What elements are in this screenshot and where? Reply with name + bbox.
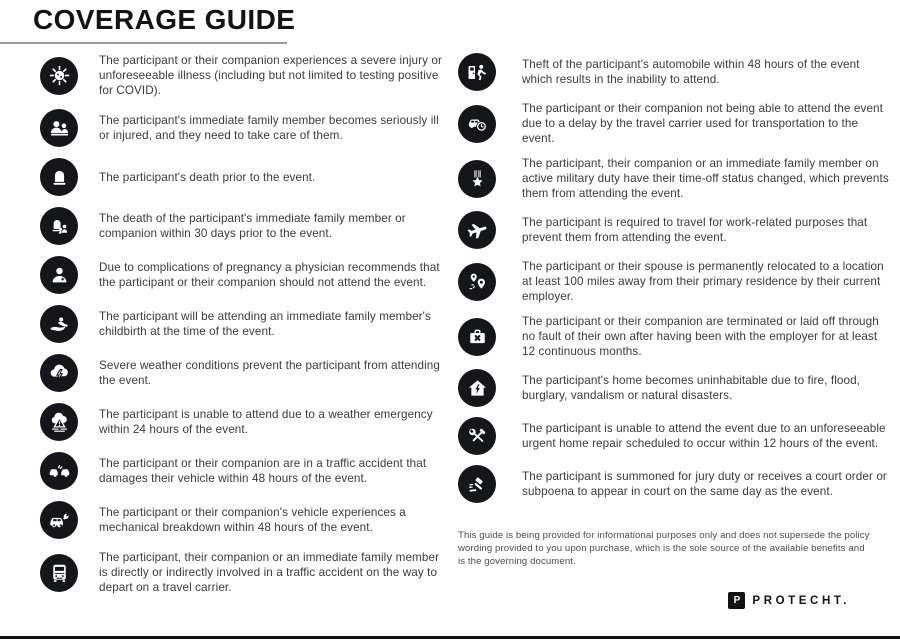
coverage-item	[40, 501, 442, 539]
coverage-item-text: The participant's home becomes uninhabitable due to fire, flood, burglary, vandalism or natural disasters.	[522, 374, 861, 402]
home-damage-icon	[458, 369, 496, 407]
coverage-item	[458, 156, 890, 201]
coverage-item-text: The participant is unable to attend due to a weather emergency within 24 hours of the event.	[99, 408, 433, 436]
coverage-item-text: Theft of the participant's automobile within 48 hours of the event which results in the inability to attend.	[522, 58, 860, 86]
disclaimer-text: This guide is being provided for informational purposes only and does not supersede the policy wording provided to you upon purchase, which is the sole source of the available benefits and is the governing document.	[458, 530, 870, 567]
relocation-icon	[458, 263, 496, 301]
coverage-item-text: The participant is summoned for jury duty or receives a court order or subpoena to appear in court on the same day as the event.	[522, 470, 887, 498]
coverage-item	[458, 259, 890, 304]
coverage-item	[40, 403, 442, 441]
coverage-item-text: The participant is required to travel for work-related purposes that prevent them from attending the event.	[522, 216, 868, 244]
coverage-item-text: The participant's death prior to the event.	[99, 170, 316, 184]
protecht-logo	[458, 592, 850, 609]
coverage-item	[458, 369, 890, 407]
coverage-item	[458, 314, 890, 359]
coverage-item-text: The participant or their companion are in a traffic accident that damages their vehicle within 48 hours of the event.	[99, 457, 427, 485]
protecht-logo-mark-icon: P	[728, 592, 745, 609]
coverage-item-text: The participant is unable to attend the event due to an unforeseeable urgent home repair scheduled to occur within 12 hours of the event.	[522, 422, 886, 450]
coverage-item-text: The death of the participant's immediate family member or companion within 30 days prior to the event.	[99, 212, 406, 240]
coverage-item	[40, 158, 442, 196]
car-theft-icon	[458, 53, 496, 91]
coverage-item	[458, 53, 890, 91]
car-collision-icon	[40, 452, 78, 490]
protecht-logo-text: PROTECHT.	[752, 594, 850, 607]
coverage-item	[40, 207, 442, 245]
virus-icon	[40, 57, 78, 95]
page-bottom-border	[0, 636, 900, 639]
column-right-items	[458, 53, 890, 503]
coverage-item-text: The participant or their spouse is permanently relocated to a location at least 100 miles away from their primary residence by their current employer.	[522, 260, 884, 303]
coverage-item-text: The participant or their companion's vehicle experiences a mechanical breakdown within 48 hours of the event.	[99, 506, 406, 534]
coverage-item-text: The participant, their companion or an immediate family member on active military duty have their time-off status changed, which prevents them from attending the event.	[522, 157, 889, 200]
coverage-item	[458, 101, 890, 146]
coverage-item-text: Severe weather conditions prevent the participant from attending the event.	[99, 359, 440, 387]
coverage-item-text: The participant or their companion are terminated or laid off through no fault of their own after having been with the employer for at least 12 continuous months.	[522, 315, 879, 358]
home-repair-icon	[458, 417, 496, 455]
coverage-item	[458, 417, 890, 455]
coverage-item-text: The participant or their companion experiences a severe injury or unforeseeable illness (including but not limited to testing positive for COVID).	[99, 54, 443, 97]
airplane-icon	[458, 211, 496, 249]
bus-icon	[40, 554, 78, 592]
column-left	[40, 53, 442, 606]
childbirth-icon	[40, 305, 78, 343]
coverage-item	[40, 452, 442, 490]
family-care-icon	[40, 109, 78, 147]
column-right	[458, 53, 890, 609]
coverage-item	[458, 465, 890, 503]
coverage-item	[40, 354, 442, 392]
coverage-item	[40, 109, 442, 147]
family-death-icon	[40, 207, 78, 245]
coverage-item	[40, 53, 442, 98]
coverage-item-text: The participant, their companion or an immediate family member is directly or indirectly involved in a traffic accident on the way to depart on a travel carrier.	[99, 551, 440, 594]
storm-cloud-icon	[40, 354, 78, 392]
coverage-item	[40, 550, 442, 595]
coverage-item	[458, 211, 890, 249]
military-medal-icon	[458, 160, 496, 198]
weather-emergency-icon	[40, 403, 78, 441]
coverage-item-text: The participant or their companion not being able to attend the event due to a delay by the travel carrier used for transportation to the event.	[522, 102, 884, 145]
travel-delay-icon	[458, 105, 496, 143]
title-underline	[0, 42, 287, 44]
car-breakdown-icon	[40, 501, 78, 539]
coverage-item-text: The participant's immediate family member becomes seriously ill or injured, and they need to take care of them.	[99, 114, 439, 142]
page-title: COVERAGE GUIDE	[33, 4, 296, 35]
coverage-item-text: The participant will be attending an immediate family member's childbirth at the time of the event.	[99, 310, 431, 338]
job-loss-icon	[458, 318, 496, 356]
physician-icon	[40, 256, 78, 294]
coverage-item-text: Due to complications of pregnancy a physician recommends that the participant or their companion should not attend the event.	[99, 261, 440, 289]
coverage-item	[40, 256, 442, 294]
coverage-item	[40, 305, 442, 343]
jury-duty-icon	[458, 465, 496, 503]
tombstone-icon	[40, 158, 78, 196]
